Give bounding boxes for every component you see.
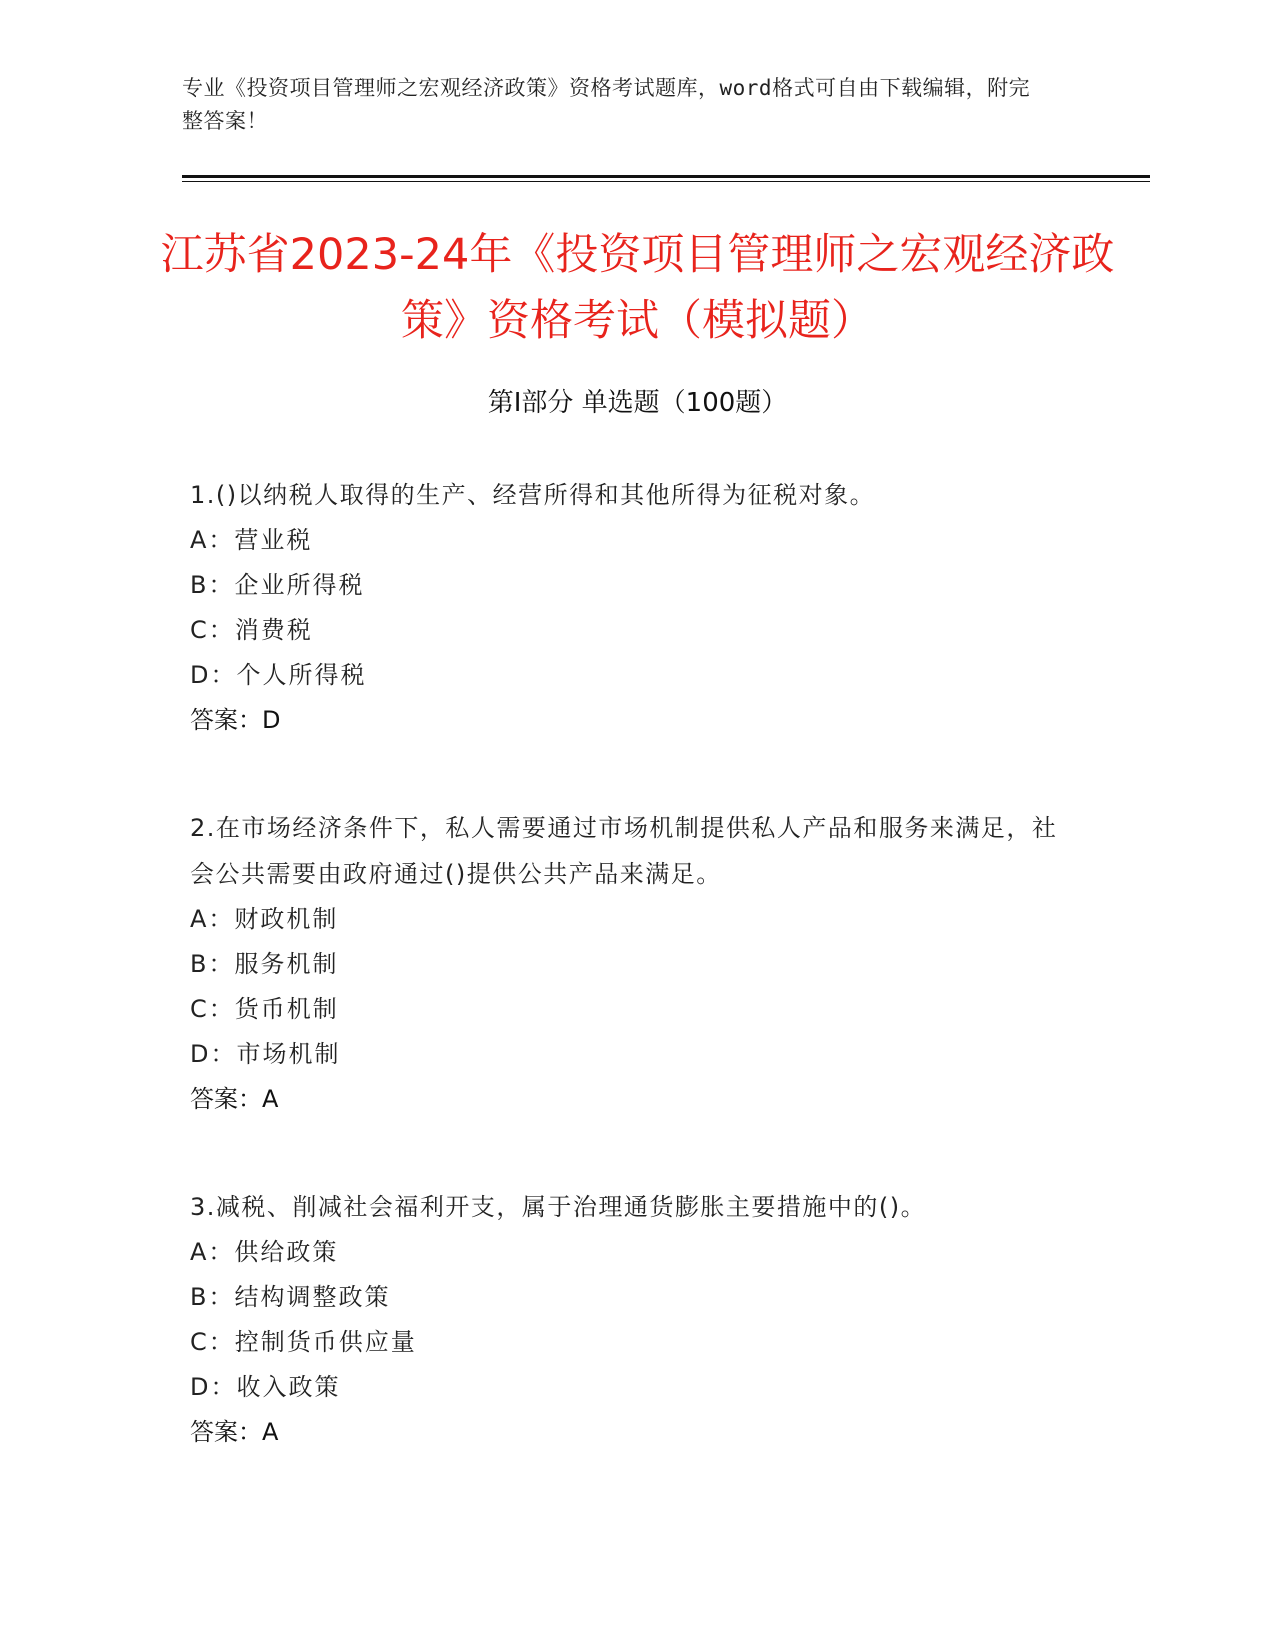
option-d: D：收入政策 [190, 1373, 341, 1401]
question-stem: 1.()以纳税人取得的生产、经营所得和其他所得为征税对象。 [190, 481, 876, 509]
option-a: A：供给政策 [190, 1238, 339, 1266]
question-3 [190, 1184, 1080, 1455]
question-2 [190, 805, 1080, 1122]
option-b: B：服务机制 [190, 950, 339, 978]
option-c: C：消费税 [190, 616, 313, 644]
option-d: D：市场机制 [190, 1040, 341, 1068]
option-b: B：企业所得税 [190, 571, 365, 599]
option-a: A：财政机制 [190, 905, 339, 933]
answer: 答案：A [190, 1418, 279, 1446]
answer: 答案：A [190, 1085, 279, 1113]
question-stem: 3.减税、削减社会福利开支，属于治理通货膨胀主要措施中的()。 [190, 1193, 927, 1221]
option-c: C：控制货币供应量 [190, 1328, 417, 1356]
header-divider-thin [182, 181, 1150, 182]
option-a: A：营业税 [190, 526, 313, 554]
option-d: D：个人所得税 [190, 661, 367, 689]
answer: 答案：D [190, 706, 281, 734]
option-c: C：货币机制 [190, 995, 339, 1023]
header-note: 专业《投资项目管理师之宏观经济政策》资格考试题库，word格式可自由下载编辑，附完整答案！ [182, 76, 1031, 133]
question-list [190, 472, 1080, 1517]
section-heading: 第Ⅰ部分 单选题（100题） [487, 388, 788, 418]
question-stem: 2.在市场经济条件下，私人需要通过市场机制提供私人产品和服务来满足，社会公共需要由政府通过()提供公共产品来满足。 [190, 814, 1058, 888]
header-divider-thick [182, 175, 1150, 178]
option-b: B：结构调整政策 [190, 1283, 391, 1311]
question-1 [190, 472, 1080, 743]
document-title: 江苏省2023-24年《投资项目管理师之宏观经济政策》资格考试（模拟题） [160, 230, 1115, 346]
